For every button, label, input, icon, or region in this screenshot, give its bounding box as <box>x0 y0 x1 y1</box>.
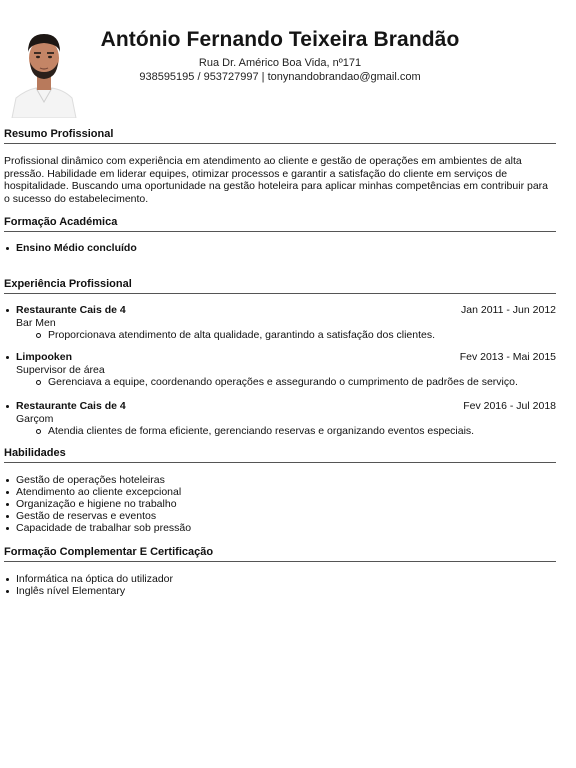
job-company: Limpooken <box>16 351 73 363</box>
list-item: Capacidade de trabalhar sob pressão <box>4 522 554 534</box>
job-role: Supervisor de área <box>16 364 105 376</box>
list-item: Gestão de operações hoteleiras <box>4 474 554 486</box>
formacao-list <box>4 242 554 254</box>
list-item: Inglês nível Elementary <box>4 585 554 597</box>
job-entry <box>4 304 556 342</box>
job-duty: Gerenciava a equipe, coordenando operações e assegurando o cumprimento de padrões de serviço. <box>4 376 556 389</box>
job-company: Restaurante Cais de 4 <box>16 400 126 412</box>
job-role: Garçom <box>16 413 54 425</box>
section-title-experiencia: Experiência Profissional <box>4 278 556 294</box>
job-entry <box>4 351 556 389</box>
resume-header <box>0 18 576 118</box>
list-item: Gestão de reservas e eventos <box>4 510 554 522</box>
profile-photo <box>6 22 82 118</box>
list-item: Organização e higiene no trabalho <box>4 498 554 510</box>
list-item: Informática na óptica do utilizador <box>4 573 554 585</box>
job-duty: Atendia clientes de forma eficiente, gerenciando reservas e organizando eventos especiais. <box>4 425 556 438</box>
habilidades-list <box>4 474 554 534</box>
section-title-complementar: Formação Complementar E Certificação <box>4 546 556 562</box>
section-title-resumo: Resumo Profissional <box>4 128 556 144</box>
job-company: Restaurante Cais de 4 <box>16 304 126 316</box>
candidate-address: Rua Dr. Américo Boa Vida, nº171 <box>198 57 362 69</box>
resumo-text: Profissional dinâmico com experiência em atendimento ao cliente e gestão de operações em ambientes de alta pressão. Habilidade em liderar equipes, otimizar processos e garantir a satisfação do cliente em serviços de hospitalidade. Buscando uma oportunidade na gestão hoteleira para aplicar minhas competências em contribuir para o sucesso do estabelecimento. <box>4 155 549 205</box>
list-item: Ensino Médio concluído <box>4 242 554 254</box>
section-title-formacao: Formação Académica <box>4 216 556 232</box>
job-entry <box>4 400 556 438</box>
section-title-habilidades: Habilidades <box>4 447 556 463</box>
list-item: Atendimento ao cliente excepcional <box>4 486 554 498</box>
complementar-list <box>4 573 554 597</box>
job-dates: Fev 2013 - Mai 2015 <box>459 351 556 363</box>
job-dates: Fev 2016 - Jul 2018 <box>463 400 556 412</box>
job-duty: Proporcionava atendimento de alta qualidade, garantindo a satisfação dos clientes. <box>4 329 556 342</box>
job-dates: Jan 2011 - Jun 2012 <box>461 304 556 316</box>
job-role: Bar Men <box>16 317 56 329</box>
candidate-name: António Fernando Teixeira Brandão <box>100 28 460 51</box>
candidate-contact: 938595195 / 953727997 | tonynandobrandao@gmail.com <box>139 71 421 83</box>
